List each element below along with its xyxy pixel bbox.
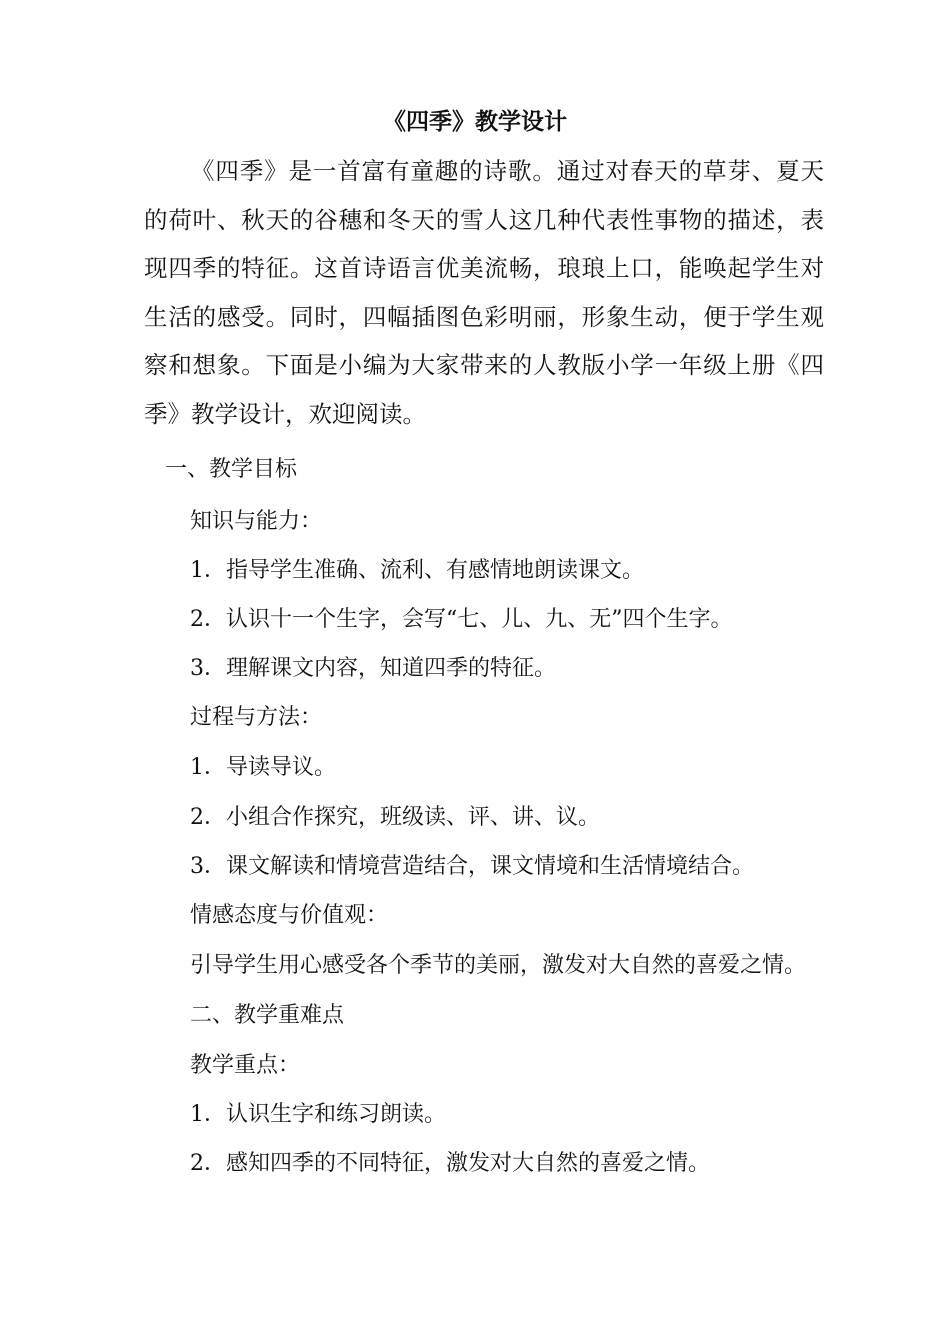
- section-heading-difficulty: 二、教学重难点: [190, 1003, 345, 1028]
- list-item-knowledge-2: 2．认识十一个生字，会写“七、儿、九、无”四个生字。: [190, 607, 733, 632]
- section-heading-goals: 一、教学目标: [165, 457, 298, 482]
- list-item-process-1: 1．导读导议。: [190, 755, 336, 780]
- list-item-process-3: 3．课文解读和情境营造结合，课文情境和生活情境结合。: [190, 854, 754, 879]
- list-item-key-point-1: 1．认识生字和练习朗读。: [190, 1102, 446, 1127]
- document-title: 《四季》教学设计: [383, 108, 567, 135]
- list-item-knowledge-1: 1．指导学生准确、流利、有感情地朗读课文。: [190, 558, 644, 583]
- list-item-knowledge-3: 3．理解课文内容，知道四季的特征。: [190, 656, 556, 681]
- list-item-process-2: 2．小组合作探究，班级读、评、讲、议。: [190, 805, 600, 830]
- subheading-process: 过程与方法：: [190, 705, 323, 730]
- emotion-text: 引导学生用心感受各个季节的美丽，激发对大自然的喜爱之情。: [190, 953, 807, 978]
- subheading-key-points: 教学重点：: [190, 1053, 301, 1078]
- intro-paragraph: 《四季》是一首富有童趣的诗歌。通过对春天的草芽、夏天的荷叶、秋天的谷穗和冬天的雪人这几种代表性事物的描述，表现四季的特征。这首诗语言优美流畅，琅琅上口，能唤起学生对生活的感受。同时，四幅插图色彩明丽，形象生动，便于学生观察和想象。下面是小编为大家带来的人教版小学一年级上册《四季》教学设计，欢迎阅读。: [144, 157, 824, 428]
- subheading-knowledge: 知识与能力：: [190, 509, 323, 534]
- list-item-key-point-2: 2．感知四季的不同特征，激发对大自然的喜爱之情。: [190, 1151, 710, 1176]
- subheading-emotion: 情感态度与价值观：: [190, 903, 389, 928]
